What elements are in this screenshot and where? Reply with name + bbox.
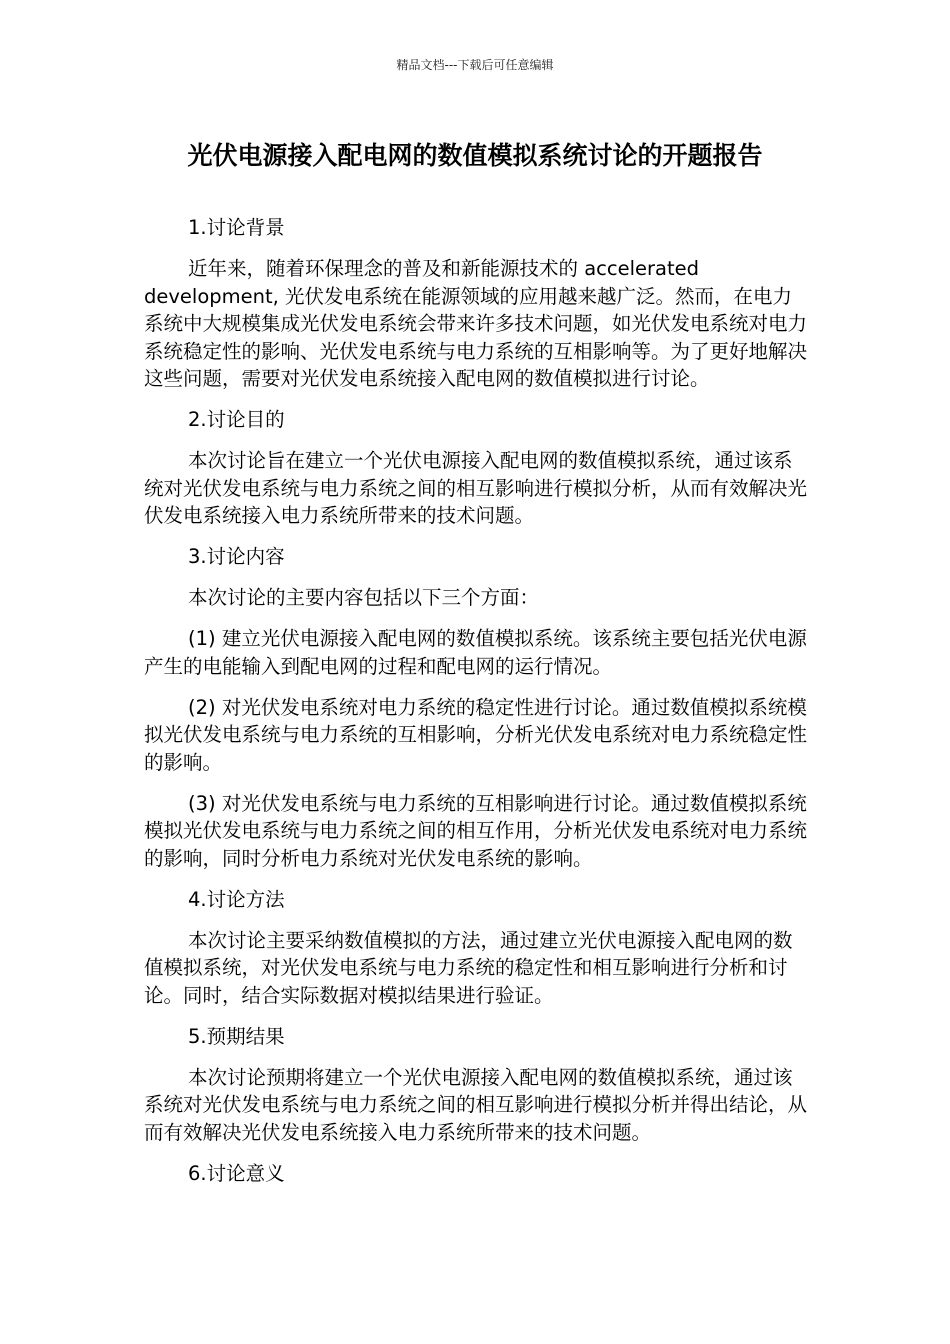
paragraph-expected-results: 本次讨论预期将建立一个光伏电源接入配电网的数值模拟系统，通过该系统对光伏发电系统与电力系统之间的相互影响进行模拟分析并得出结论，从而有效解决光伏发电系统接入电力系统所带来的技术问题。 xyxy=(144,1065,808,1144)
section-heading-purpose: 2.讨论目的 xyxy=(188,408,285,431)
section-heading-method: 4.讨论方法 xyxy=(188,887,285,911)
paragraph-method: 本次讨论主要采纳数值模拟的方法，通过建立光伏电源接入配电网的数值模拟系统，对光伏发电系统与电力系统的稳定性和相互影响进行分析和讨论。同时，结合实际数据对模拟结果进行验证。 xyxy=(144,928,793,1007)
paragraph-purpose: 本次讨论旨在建立一个光伏电源接入配电网的数值模拟系统，通过该系统对光伏发电系统与电力系统之间的相互影响进行模拟分析，从而有效解决光伏发电系统接入电力系统所带来的技术问题。 xyxy=(144,449,808,527)
section-heading-expected-results: 5.预期结果 xyxy=(188,1024,285,1048)
header-note: 精品文档---下载后可任意编辑 xyxy=(396,58,554,72)
document-title: 光伏电源接入配电网的数值模拟系统讨论的开题报告 xyxy=(187,141,763,170)
paragraph-content-item-2: (2) 对光伏发电系统对电力系统的稳定性进行讨论。通过数值模拟系统模拟光伏发电系统与电力系统的互相影响，分析光伏发电系统对电力系统稳定性的影响。 xyxy=(144,695,808,774)
section-heading-content: 3.讨论内容 xyxy=(188,545,285,568)
paragraph-background: 近年来，随着环保理念的普及和新能源技术的 accelerated development, 光伏发电系统在能源领域的应用越来越广泛。然而，在电力系统中大规模集成光伏发电系统会带来许多技术问题，如光伏发电系统对电力系统稳定性的影响、光伏发电系统与电力系统的互相影响等。为了更好地解决这些问题，需要对光伏发电系统接入配电网的数值模拟进行讨论。 xyxy=(144,257,808,390)
paragraph-content-item-3: (3) 对光伏发电系统与电力系统的互相影响进行讨论。通过数值模拟系统模拟光伏发电系统与电力系统之间的相互作用，分析光伏发电系统对电力系统的影响，同时分析电力系统对光伏发电系统的影响。 xyxy=(144,791,808,870)
section-heading-background: 1.讨论背景 xyxy=(188,216,285,239)
paragraph-content-item-1: (1) 建立光伏电源接入配电网的数值模拟系统。该系统主要包括光伏电源产生的电能输入到配电网的过程和配电网的运行情况。 xyxy=(144,627,807,678)
document-body xyxy=(144,214,808,1201)
section-heading-significance: 6.讨论意义 xyxy=(188,1161,285,1185)
paragraph-content-intro: 本次讨论的主要内容包括以下三个方面： xyxy=(188,586,540,609)
